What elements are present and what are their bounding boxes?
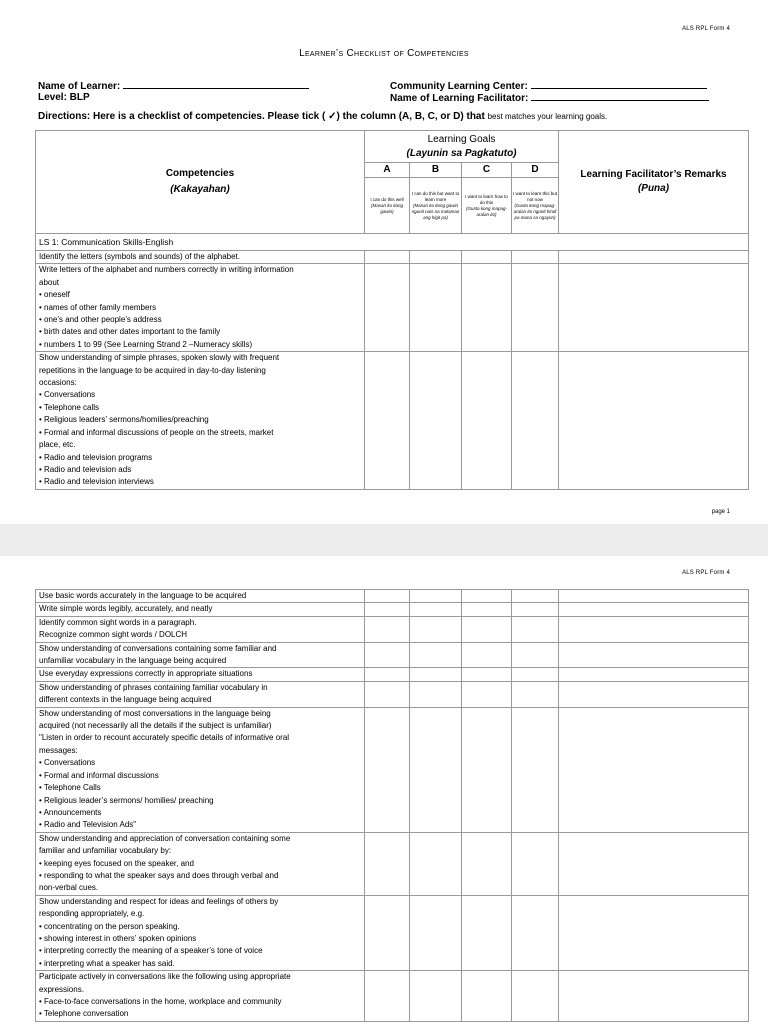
column-d-header: D — [512, 163, 559, 178]
tick-cell-b[interactable] — [410, 707, 462, 832]
competency-line: • Formal and informal discussions of people on the streets, market — [39, 427, 274, 437]
tick-cell-a[interactable] — [365, 681, 410, 707]
competency-line: Participate actively in conversations like the following using appropriate — [39, 972, 291, 982]
competency-line: Show understanding of conversations containing some familiar and — [39, 643, 277, 653]
competency-line: expressions. — [39, 984, 84, 994]
column-a-description: I can do this well (Masari ko itong gawin) — [365, 178, 410, 234]
competency-text — [36, 264, 365, 352]
tick-cell-c[interactable] — [462, 642, 512, 668]
competency-line: • Religious leader’s sermons/ homilies/ preaching — [39, 795, 214, 805]
tick-cell-c[interactable] — [462, 895, 512, 970]
competency-line: "Listen in order to recount accurately specific details of informative oral — [39, 733, 290, 743]
remarks-cell[interactable] — [559, 681, 749, 707]
competency-text — [36, 668, 365, 681]
tick-cell-a[interactable] — [365, 707, 410, 832]
page-number: page 1 — [711, 509, 730, 515]
competency-line: • one’s and other people’s address — [39, 315, 162, 325]
tick-cell-d[interactable] — [512, 352, 559, 489]
remarks-cell[interactable] — [559, 707, 749, 832]
tick-cell-d[interactable] — [512, 707, 559, 832]
competency-text — [36, 707, 365, 832]
competency-line: Show understanding of most conversations in the language being — [39, 708, 271, 718]
tick-cell-b[interactable] — [410, 264, 462, 352]
remarks-cell[interactable] — [559, 668, 749, 681]
competency-line: • keeping eyes focused on the speaker, and — [39, 858, 194, 868]
tick-cell-d[interactable] — [512, 895, 559, 970]
tick-cell-d[interactable] — [512, 590, 559, 603]
tick-cell-a[interactable] — [365, 352, 410, 489]
tick-cell-c[interactable] — [462, 668, 512, 681]
competency-line: non-verbal cues. — [39, 883, 99, 893]
column-c-header: C — [462, 163, 512, 178]
competency-line: Use everyday expressions correctly in appropriate situations — [39, 669, 253, 679]
competency-text — [36, 971, 365, 1022]
competency-text — [36, 642, 365, 668]
competency-line: • concentrating on the person speaking. — [39, 921, 180, 931]
learning-goals-header: Learning Goals (Layunin sa Pagkatuto) — [365, 131, 559, 163]
tick-cell-b[interactable] — [410, 251, 462, 264]
remarks-cell[interactable] — [559, 264, 749, 352]
remarks-cell[interactable] — [559, 832, 749, 895]
competency-line: • interpreting correctly the meaning of a speaker’s tone of voice — [39, 946, 263, 956]
competency-line: occasions: — [39, 378, 77, 388]
competency-line: acquired (not necessarily all the details if the subject is unfamiliar) — [39, 721, 272, 731]
competency-line: • Telephone calls — [39, 402, 100, 412]
tick-cell-b[interactable] — [410, 681, 462, 707]
column-b-description: I can do this but want to learn more (Masari ko itong gawin ngunit nais na malaman ang higit pa) — [410, 178, 462, 234]
competency-line: • showing interest in others’ spoken opinions — [39, 933, 197, 943]
form-label: ALS RPL Form 4 — [682, 570, 730, 576]
competency-text — [36, 895, 365, 970]
tick-cell-c[interactable] — [462, 264, 512, 352]
competency-line: • birth dates and other dates important to the family — [39, 327, 221, 337]
competency-text — [36, 832, 365, 895]
page-title: Learner’s Checklist of Competencies — [299, 48, 469, 59]
competency-line: messages: — [39, 745, 78, 755]
competency-line: Show understanding and appreciation of conversation containing some — [39, 833, 291, 843]
competency-row — [36, 251, 749, 264]
competency-line: familiar and unfamiliar vocabulary by: — [39, 846, 172, 856]
competency-text — [36, 352, 365, 489]
competency-line: • Telephone Calls — [39, 783, 101, 793]
tick-cell-a[interactable] — [365, 832, 410, 895]
competency-line: • oneself — [39, 290, 70, 300]
competency-line: • Radio and television interviews — [39, 477, 154, 487]
competency-line: repetitions in the language to be acquired in day-to-day listening — [39, 365, 266, 375]
tick-cell-b[interactable] — [410, 971, 462, 1022]
competency-text — [36, 251, 365, 264]
tick-cell-b[interactable] — [410, 590, 462, 603]
competency-line: different contexts in the language being acquired — [39, 695, 212, 705]
competency-text — [36, 603, 365, 616]
tick-cell-a[interactable] — [365, 668, 410, 681]
competency-line: • Telephone conversation — [39, 1009, 129, 1019]
competency-text — [36, 616, 365, 642]
competency-line: • Face-to-face conversations in the home, workplace and community — [39, 997, 282, 1006]
level-field: Level: BLP — [38, 92, 90, 103]
competency-row — [36, 681, 749, 707]
learner-name-label: Name of Learner: — [38, 81, 121, 92]
competency-line: about — [39, 277, 60, 287]
tick-cell-a[interactable] — [365, 264, 410, 352]
tick-cell-c[interactable] — [462, 352, 512, 489]
competency-row — [36, 352, 749, 489]
competency-row — [36, 895, 749, 970]
competency-line: • responding to what the speaker says and does through verbal and — [39, 870, 279, 880]
remarks-header: Learning Facilitator’s Remarks (Puna) — [559, 131, 749, 234]
competency-line: Recognize common sight words / DOLCH — [39, 630, 188, 640]
competency-line: • Announcements — [39, 807, 102, 817]
competency-line: Write simple words legibly, accurately, and neatly — [39, 604, 213, 614]
remarks-cell[interactable] — [559, 642, 749, 668]
remarks-cell[interactable] — [559, 895, 749, 970]
column-a-header: A — [365, 163, 410, 178]
column-d-description: I want to learn this but not now (Gusto kong mapag-aralan ito ngunit hindi pa muna sa ngayon) — [512, 178, 559, 234]
tick-cell-b[interactable] — [410, 642, 462, 668]
tick-cell-a[interactable] — [365, 603, 410, 616]
competency-row — [36, 590, 749, 603]
tick-cell-d[interactable] — [512, 681, 559, 707]
tick-cell-d[interactable] — [512, 832, 559, 895]
remarks-cell[interactable] — [559, 616, 749, 642]
competency-text — [36, 590, 365, 603]
tick-cell-c[interactable] — [462, 971, 512, 1022]
competency-line: Show understanding of phrases containing familiar vocabulary in — [39, 682, 268, 692]
tick-cell-d[interactable] — [512, 251, 559, 264]
competency-line: Identify the letters (symbols and sounds) of the alphabet. — [39, 252, 241, 261]
tick-cell-a[interactable] — [365, 642, 410, 668]
competency-row — [36, 616, 749, 642]
competency-line: • interpreting what a speaker has said. — [39, 958, 175, 968]
form-label: ALS RPL Form 4 — [682, 26, 730, 32]
competency-row — [36, 971, 749, 1022]
tick-cell-b[interactable] — [410, 603, 462, 616]
tick-cell-d[interactable] — [512, 668, 559, 681]
competency-line: Show understanding and respect for ideas and feelings of others by — [39, 896, 279, 906]
tick-cell-b[interactable] — [410, 895, 462, 970]
tick-cell-b[interactable] — [410, 668, 462, 681]
tick-cell-a[interactable] — [365, 971, 410, 1022]
competency-row — [36, 642, 749, 668]
competency-row — [36, 707, 749, 832]
competency-line: • Conversations — [39, 758, 96, 768]
competency-table-page-1 — [35, 130, 749, 490]
remarks-cell[interactable] — [559, 603, 749, 616]
tick-cell-d[interactable] — [512, 971, 559, 1022]
tick-cell-b[interactable] — [410, 616, 462, 642]
competency-line: • Conversations — [39, 390, 96, 400]
remarks-cell[interactable] — [559, 251, 749, 264]
remarks-cell[interactable] — [559, 971, 749, 1022]
tick-cell-d[interactable] — [512, 642, 559, 668]
competency-line: place, etc. — [39, 440, 76, 450]
tick-cell-b[interactable] — [410, 832, 462, 895]
tick-cell-b[interactable] — [410, 352, 462, 489]
competency-table-page-2 — [35, 589, 749, 1022]
competency-line: Write letters of the alphabet and numbers correctly in writing information — [39, 265, 294, 275]
tick-cell-c[interactable] — [462, 681, 512, 707]
learner-name-field[interactable] — [38, 80, 309, 92]
competency-line: responding appropriately, e.g. — [39, 909, 145, 919]
competency-line: • Religious leaders’ sermons/homilies/preaching — [39, 415, 209, 425]
tick-cell-c[interactable] — [462, 832, 512, 895]
section-title: LS 1: Communication Skills-English — [36, 234, 749, 251]
tick-cell-d[interactable] — [512, 616, 559, 642]
competency-line: • names of other family members — [39, 302, 157, 312]
tick-cell-a[interactable] — [365, 616, 410, 642]
page-2 — [0, 556, 768, 1024]
column-c-description: I want to learn how to do this (Gusto kong mapag-aralan ito) — [462, 178, 512, 234]
tick-cell-a[interactable] — [365, 895, 410, 970]
competency-row — [36, 603, 749, 616]
page-gap — [0, 524, 768, 556]
tick-cell-a[interactable] — [365, 251, 410, 264]
clc-field[interactable] — [390, 80, 707, 92]
competency-row — [36, 668, 749, 681]
competency-line: • numbers 1 to 99 (See Learning Strand 2 –Numeracy skills) — [39, 339, 253, 349]
competency-row — [36, 832, 749, 895]
competencies-header: Competencies (Kakayahan) — [36, 131, 365, 234]
tick-cell-c[interactable] — [462, 590, 512, 603]
tick-cell-d[interactable] — [512, 603, 559, 616]
facilitator-field[interactable] — [390, 92, 709, 104]
competency-line: • Radio and Television Ads" — [39, 820, 137, 830]
competency-line: • Radio and television programs — [39, 452, 153, 462]
competency-line: • Radio and television ads — [39, 464, 132, 474]
competency-line: Use basic words accurately in the language to be acquired — [39, 591, 247, 600]
competency-line: Show understanding of simple phrases, spoken slowly with frequent — [39, 353, 280, 363]
tick-cell-a[interactable] — [365, 590, 410, 603]
competency-text — [36, 681, 365, 707]
facilitator-label: Name of Learning Facilitator: — [390, 93, 529, 104]
clc-label: Community Learning Center: — [390, 81, 528, 92]
remarks-cell[interactable] — [559, 352, 749, 489]
tick-cell-c[interactable] — [462, 616, 512, 642]
tick-cell-c[interactable] — [462, 707, 512, 832]
competency-row — [36, 264, 749, 352]
directions: Directions: Here is a checklist of competencies. Please tick ( ✓) the column (A, B, C, or D) that best matches your learning goals. — [38, 111, 608, 122]
column-b-header: B — [410, 163, 462, 178]
competency-line: • Formal and informal discussions — [39, 770, 159, 780]
tick-cell-c[interactable] — [462, 251, 512, 264]
competency-line: unfamiliar vocabulary in the language being acquired — [39, 656, 227, 666]
tick-cell-d[interactable] — [512, 264, 559, 352]
tick-cell-c[interactable] — [462, 603, 512, 616]
remarks-cell[interactable] — [559, 590, 749, 603]
competency-line: Identify common sight words in a paragraph. — [39, 617, 197, 627]
